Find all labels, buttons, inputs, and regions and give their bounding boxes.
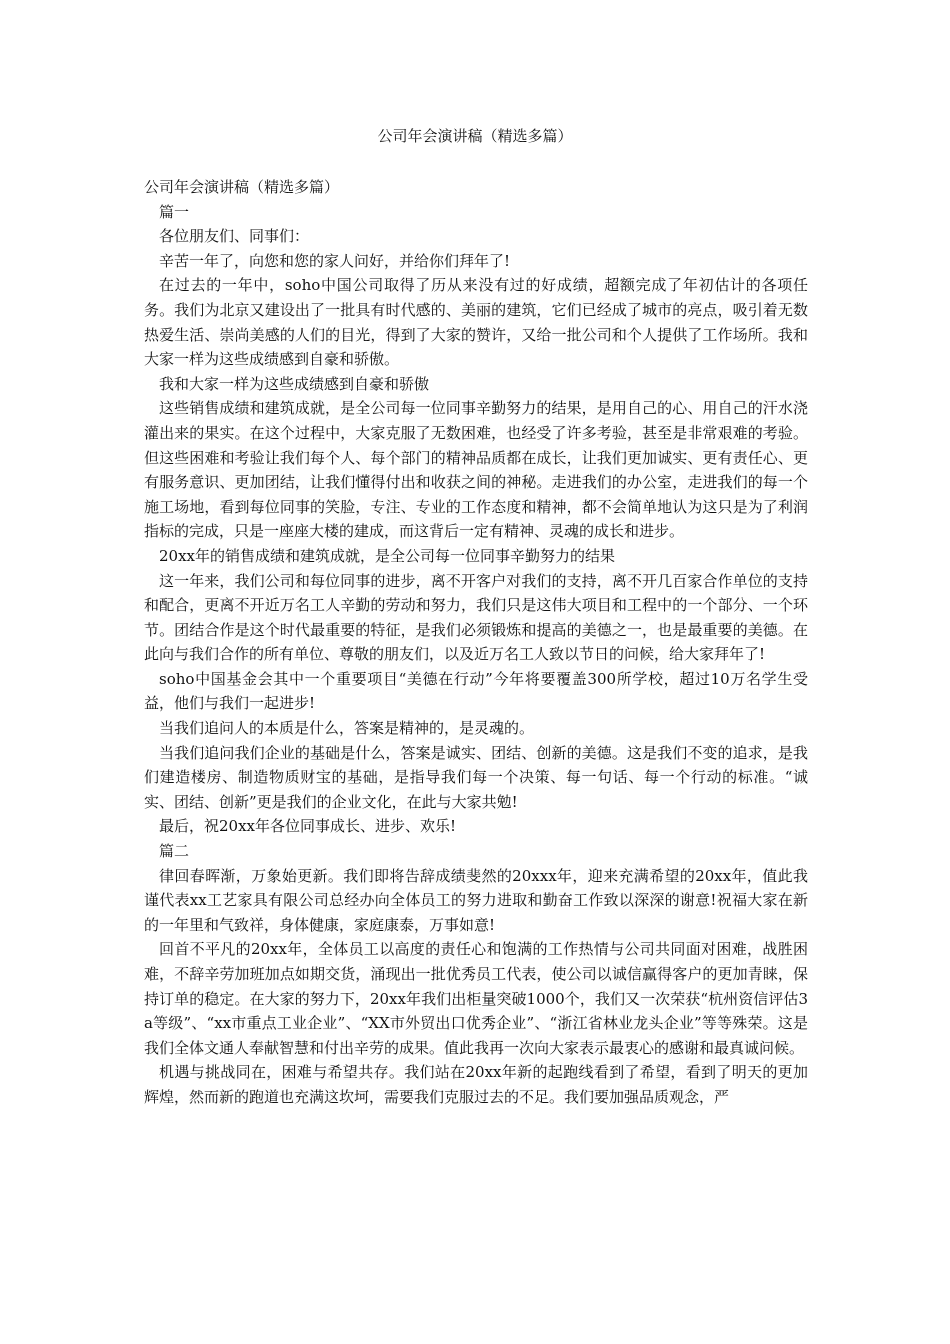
paragraph: 当我们追问人的本质是什么，答案是精神的，是灵魂的。 bbox=[159, 719, 535, 738]
paragraph: 篇二 bbox=[159, 842, 190, 861]
paragraph: 当我们追问我们企业的基础是什么，答案是诚实、团结、创新的美德。这是我们不变的追求，是我们建造楼房、制造物质财宝的基础，是指导我们每一个决策、每一句话、每一个行动的标准。“诚实、团结、创新”更是我们的企业文化，在此与大家共勉! bbox=[144, 743, 808, 811]
paragraph: 最后，祝20xx年各位同事成长、进步、欢乐! bbox=[159, 817, 457, 836]
paragraph: 辛苦一年了，向您和您的家人问好，并给你们拜年了! bbox=[159, 251, 511, 270]
paragraph: 这些销售成绩和建筑成就，是全公司每一位同事辛勤努力的结果，是用自己的心、用自己的汗水浇灌出来的果实。在这个过程中，大家克服了无数困难，也经受了许多考验，甚至是非常艰难的考验。但这些困难和考验让我们每个人、每个部门的精神品质都在成长，让我们更加诚实、更有责任心、更有服务意识、更加团结，让我们懂得付出和收获之间的神秘。走进我们的办公室，走进我们的每一个施工场地，看到每位同事的笑脸，专注、专业的工作态度和精神，都不会简单地认为这只是为了利润指标的完成，只是一座座大楼的建成，而这背后一定有精神、灵魂的成长和进步。 bbox=[144, 399, 808, 541]
paragraph: 20xx年的销售成绩和建筑成就，是全公司每一位同事辛勤努力的结果 bbox=[159, 546, 616, 565]
paragraph: 篇一 bbox=[159, 202, 190, 221]
paragraph: 公司年会演讲稿（精选多篇） bbox=[144, 178, 340, 196]
paragraph: 在过去的一年中，soho中国公司取得了历从来没有过的好成绩，超额完成了年初估计的各项任务。我们为北京又建设出了一批具有时代感的、美丽的建筑，它们已经成了城市的亮点，吸引着无数热爱生活、崇尚美感的人们的目光，得到了大家的赞许，又给一批公司和个人提供了工作场所。我和大家一样为这些成绩感到自豪和骄傲。 bbox=[144, 276, 808, 369]
paragraph: 我和大家一样为这些成绩感到自豪和骄傲 bbox=[159, 374, 430, 393]
paragraph: 各位朋友们、同事们： bbox=[159, 227, 310, 246]
document-title: 公司年会演讲稿（精选多篇） bbox=[377, 127, 573, 145]
paragraph: 回首不平凡的20xx年，全体员工以高度的责任心和饱满的工作热情与公司共同面对困难，战胜困难，不辞辛劳加班加点如期交货，涌现出一批优秀员工代表，使公司以诚信赢得客户的更加青睐，保持订单的稳定。在大家的努力下，20xx年我们出柜量突破1000个，我们又一次荣获“杭州资信评估3a等级”、“xx市重点工业企业”、“XX市外贸出口优秀企业”、“浙江省林业龙头企业”等等殊荣。这是我们全体文通人奉献智慧和付出辛劳的成果。值此我再一次向大家表示最衷心的感谢和最真诚问候。 bbox=[144, 940, 808, 1057]
document-body bbox=[144, 175, 808, 1110]
paragraph: soho中国基金会其中一个重要项目“美德在行动”今年将要覆盖300所学校，超过10万名学生受益，他们与我们一起进步! bbox=[144, 669, 808, 713]
paragraph: 这一年来，我们公司和每位同事的进步，离不开客户对我们的支持，离不开几百家合作单位的支持和配合，更离不开近万名工人辛勤的劳动和努力，我们只是这伟大项目和工程中的一个部分、一个环节。团结合作是这个时代最重要的特征，是我们必须锻炼和提高的美德之一，也是最重要的美德。在此向与我们合作的所有单位、尊敬的朋友们，以及近万名工人致以节日的问候，给大家拜年了! bbox=[144, 571, 808, 664]
paragraph: 律回春晖渐，万象始更新。我们即将告辞成绩斐然的20xxx年，迎来充满希望的20xx年，值此我谨代表xx工艺家具有限公司总经办向全体员工的努力进取和勤奋工作致以深深的谢意!祝福大家在新的一年里和气致祥，身体健康，家庭康泰，万事如意! bbox=[144, 866, 808, 934]
paragraph: 机遇与挑战同在，困难与希望共存。我们站在20xx年新的起跑线看到了希望，看到了明天的更加辉煌，然而新的跑道也充满这坎坷，需要我们克服过去的不足。我们要加强品质观念，严 bbox=[144, 1063, 808, 1106]
